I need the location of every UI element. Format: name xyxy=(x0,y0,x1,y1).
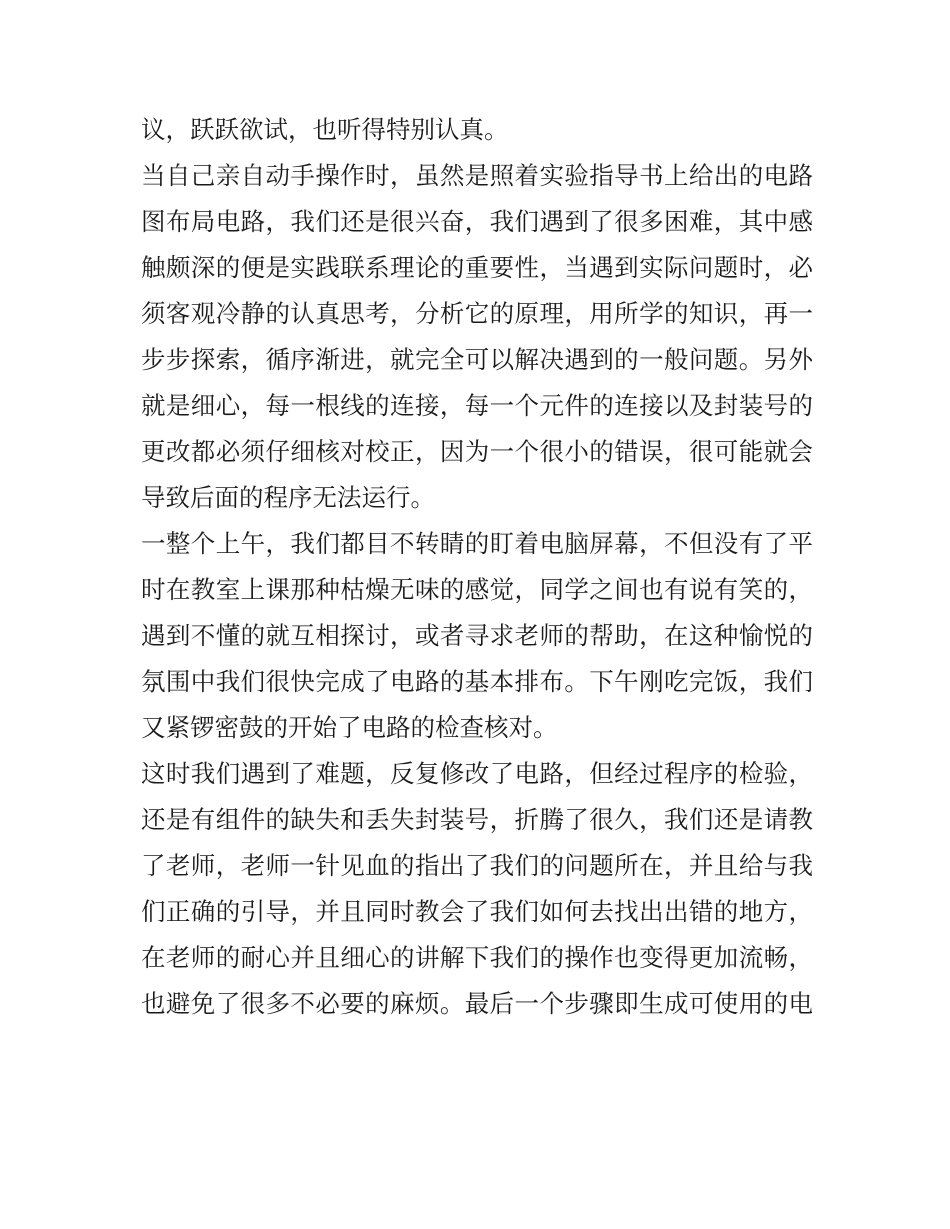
body-text xyxy=(141,107,813,1027)
text-line: 导致后面的程序无法运行。 xyxy=(141,483,435,512)
text-line: 须客观冷静的认真思考，分析它的原理，用所学的知识，再一 xyxy=(141,299,813,328)
text-line: 时在教室上课那种枯燥无味的感觉，同学之间也有说有笑的， xyxy=(141,575,813,604)
text-line: 当自己亲自动手操作时，虽然是照着实验指导书上给出的电路 xyxy=(141,161,813,190)
text-line: 也避免了很多不必要的麻烦。最后一个步骤即生成可使用的电 xyxy=(141,989,813,1018)
text-line: 一整个上午，我们都目不转睛的盯着电脑屏幕，不但没有了平 xyxy=(141,529,813,558)
text-line: 议，跃跃欲试，也听得特别认真。 xyxy=(141,115,509,144)
text-line: 还是有组件的缺失和丢失封装号，折腾了很久，我们还是请教 xyxy=(141,805,813,834)
text-line: 又紧锣密鼓的开始了电路的检查核对。 xyxy=(141,713,558,742)
text-line: 在老师的耐心并且细心的讲解下我们的操作也变得更加流畅， xyxy=(141,943,813,972)
text-line: 步步探索，循序渐进，就完全可以解决遇到的一般问题。另外 xyxy=(141,345,813,374)
text-line: 遇到不懂的就互相探讨，或者寻求老师的帮助，在这种愉悦的 xyxy=(141,621,813,650)
text-line: 更改都必须仔细核对校正，因为一个很小的错误，很可能就会 xyxy=(141,437,813,466)
text-line: 了老师，老师一针见血的指出了我们的问题所在，并且给与我 xyxy=(141,851,813,880)
text-line: 就是细心，每一根线的连接，每一个元件的连接以及封装号的 xyxy=(141,391,813,420)
text-line: 图布局电路，我们还是很兴奋，我们遇到了很多困难，其中感 xyxy=(141,207,813,236)
text-line: 们正确的引导，并且同时教会了我们如何去找出出错的地方， xyxy=(141,897,813,926)
text-line: 这时我们遇到了难题，反复修改了电路，但经过程序的检验， xyxy=(141,759,813,788)
text-line: 触颇深的便是实践联系理论的重要性，当遇到实际问题时，必 xyxy=(141,253,813,282)
text-line: 氛围中我们很快完成了电路的基本排布。下午刚吃完饭，我们 xyxy=(141,667,813,696)
